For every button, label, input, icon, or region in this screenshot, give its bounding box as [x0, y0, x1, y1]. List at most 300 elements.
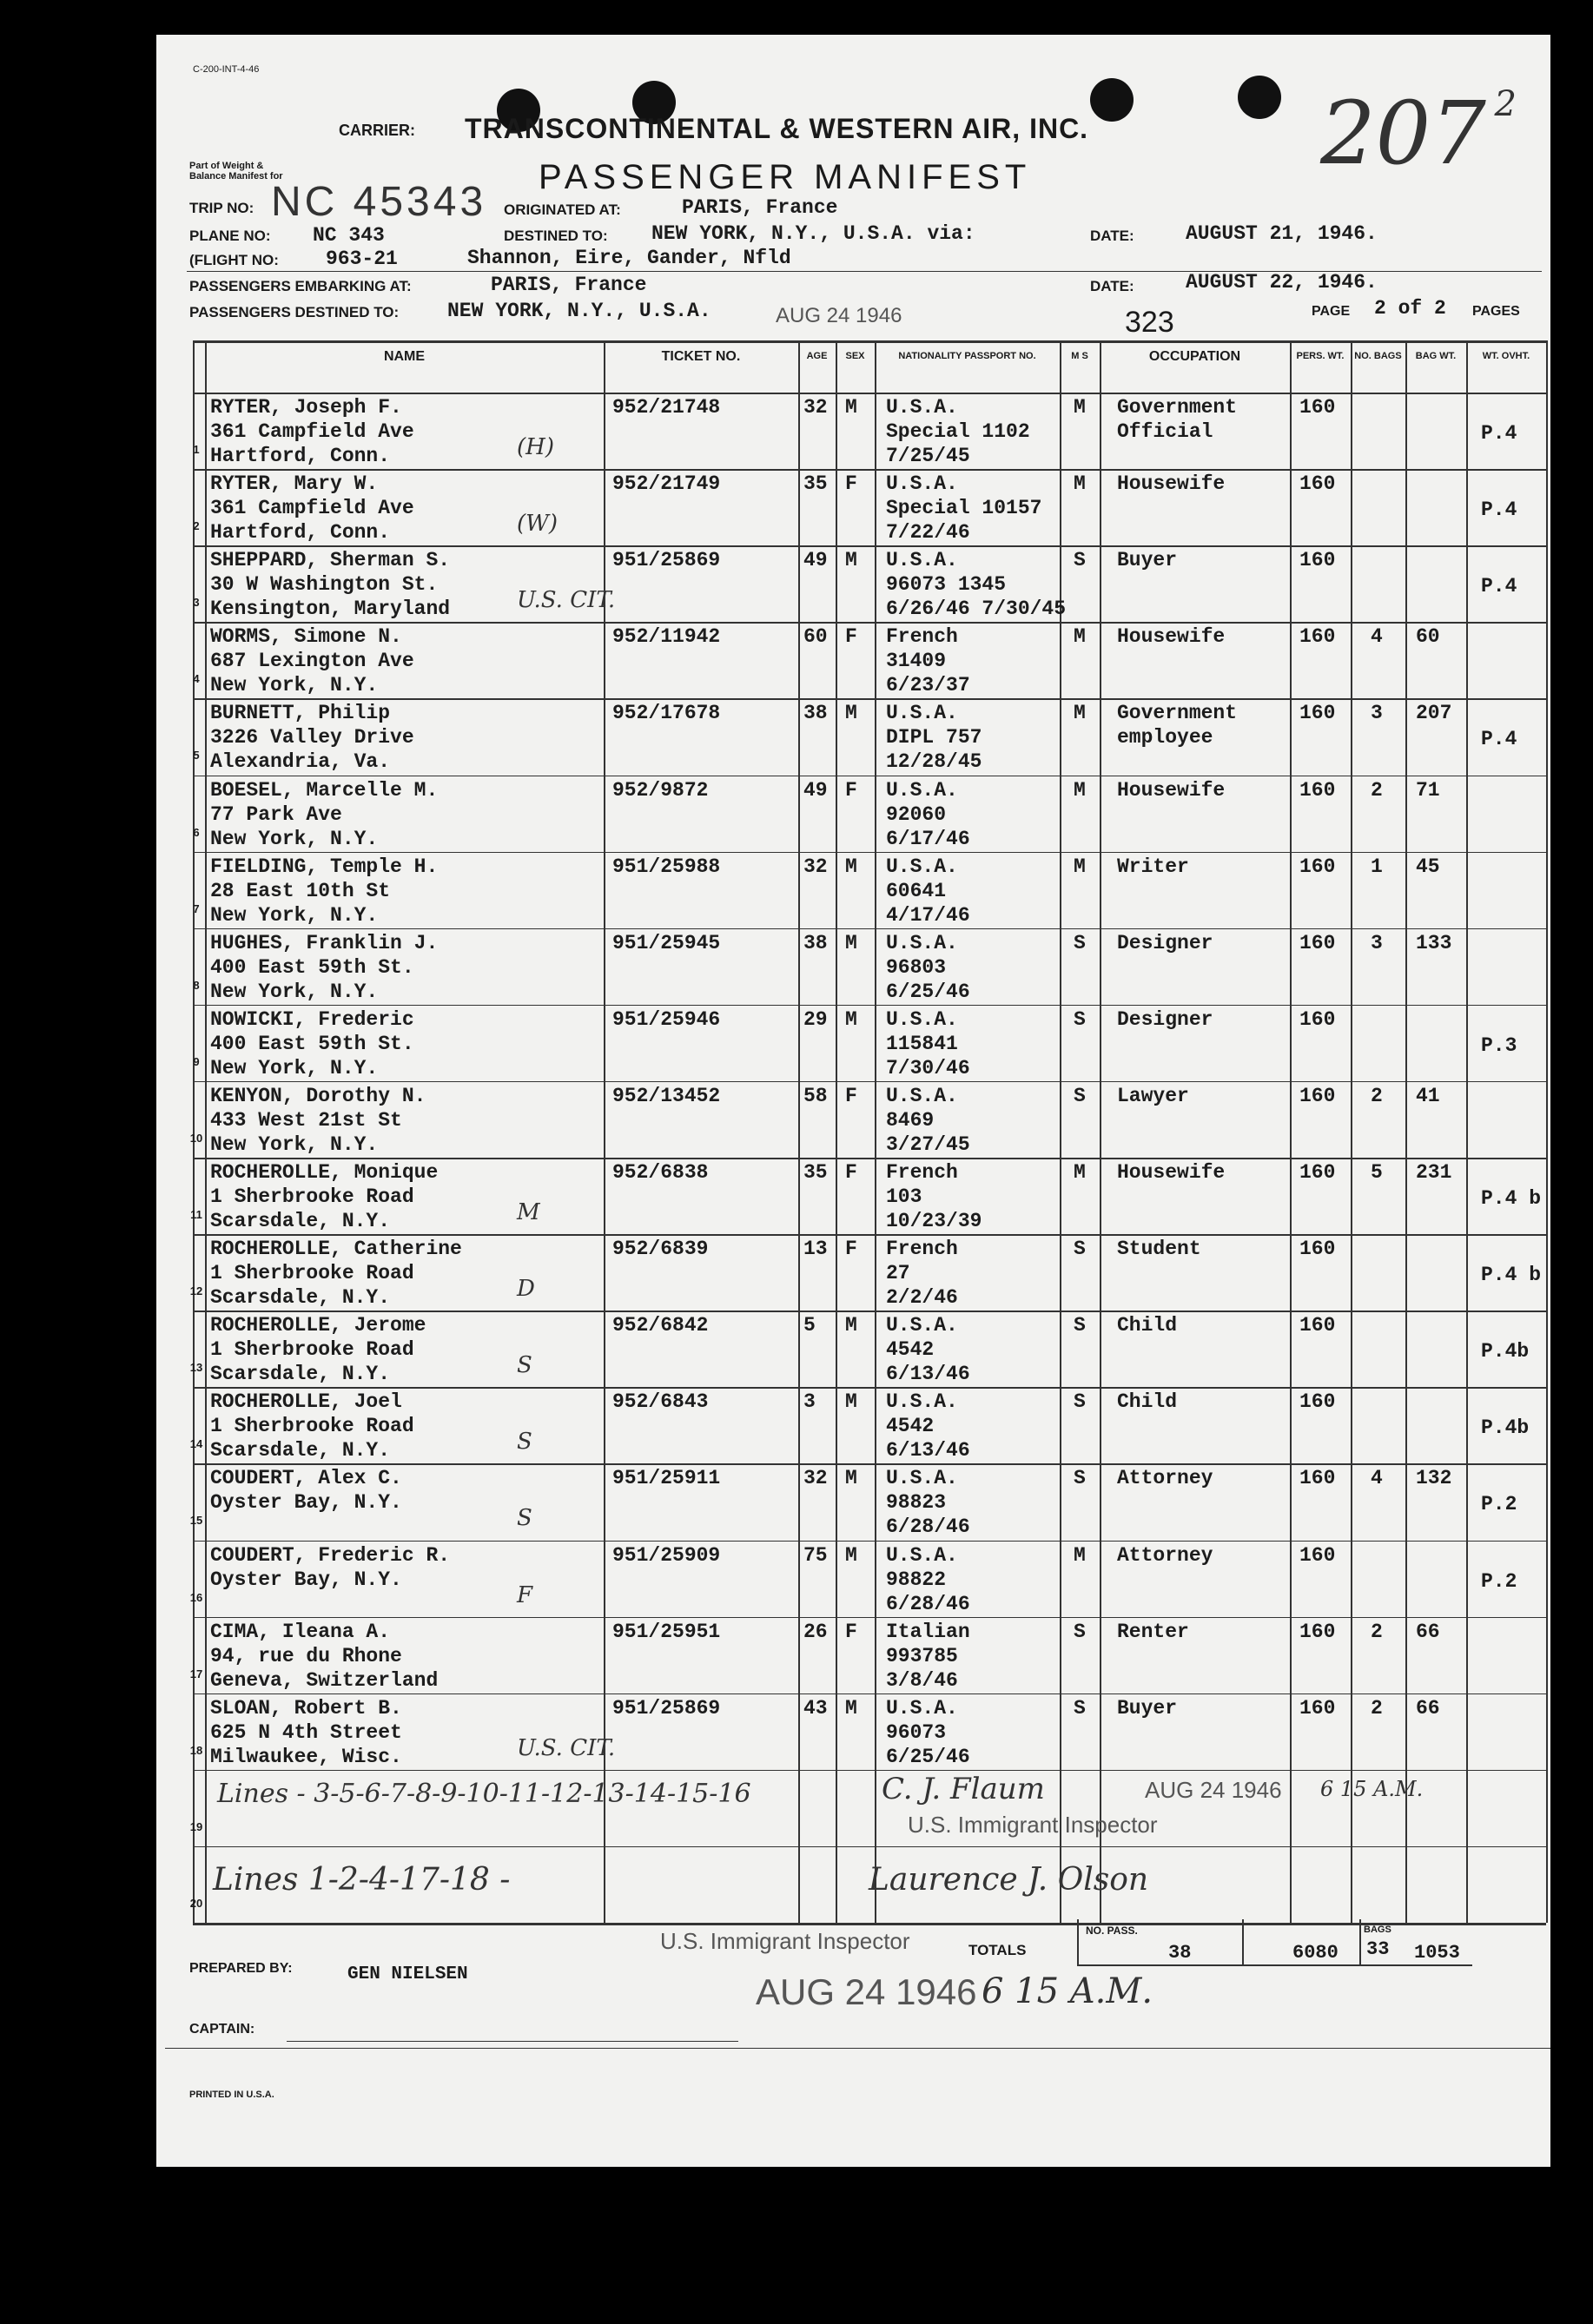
nationality-line: U.S.A.	[886, 1390, 958, 1414]
occupation-line: employee	[1117, 726, 1213, 749]
passenger-name-line: 94, rue du Rhone	[210, 1644, 402, 1667]
pers-weight: 160	[1299, 778, 1336, 802]
passenger-name-line: BURNETT, Philip	[210, 702, 391, 725]
pers-weight: 160	[1299, 1007, 1336, 1031]
age: 38	[803, 702, 828, 725]
nationality-line: 6/13/46	[886, 1363, 970, 1386]
no-pass-value: 38	[1168, 1942, 1192, 1964]
pers-weight: 160	[1299, 931, 1336, 954]
date-label: DATE:	[1090, 228, 1134, 244]
pers-weight: 160	[1299, 1161, 1336, 1184]
ticket-number: 951/25951	[612, 1620, 721, 1643]
table-row	[0, 1541, 1593, 1617]
ticket-number: 952/6838	[612, 1161, 709, 1184]
table-row	[0, 1234, 1593, 1311]
passenger-name-line: Hartford, Conn.	[210, 445, 391, 467]
page-of: 2 of 2	[1374, 297, 1446, 320]
hand-number-sup: 2	[1494, 84, 1517, 124]
no-bags: 4	[1371, 625, 1383, 649]
nationality-line: 12/28/45	[886, 750, 982, 774]
col-bag-wt: BAG WT.	[1415, 351, 1457, 361]
no-bags: 3	[1371, 702, 1383, 725]
row20-signature: Laurence J. Olson	[869, 1861, 1149, 1898]
table-top-rule	[193, 340, 1546, 343]
bag-weight: 66	[1416, 1696, 1440, 1720]
col-wt-ovht: WT. OVHT.	[1482, 351, 1530, 361]
age: 49	[803, 549, 828, 572]
col-nationality: NATIONALITY PASSPORT NO.	[898, 351, 1036, 361]
passenger-name-line: Alexandria, Va.	[210, 750, 391, 774]
occupation-line: Renter	[1117, 1620, 1189, 1643]
bag-weight: 66	[1416, 1620, 1440, 1643]
passenger-name-line: WORMS, Simone N.	[210, 625, 402, 649]
marital-status: S	[1074, 1314, 1086, 1337]
sex: M	[845, 1543, 857, 1567]
nationality-line: French	[886, 1238, 958, 1261]
nationality-line: Special 1102	[886, 420, 1030, 443]
prepared-label: PREPARED BY:	[189, 1961, 293, 1976]
handwritten-note: S	[517, 1505, 532, 1532]
marital-status: S	[1074, 1467, 1086, 1490]
nationality-line: 98823	[886, 1491, 947, 1515]
nationality-line: 27	[886, 1262, 910, 1285]
passenger-name-line: New York, N.Y.	[210, 903, 379, 927]
marital-status: S	[1074, 931, 1086, 954]
trip-label: TRIP NO:	[189, 200, 254, 216]
pers-weight: 160	[1299, 1467, 1336, 1490]
final-stamp: AUG 24 1946	[756, 1971, 977, 2012]
nationality-line: U.S.A.	[886, 855, 958, 878]
flight-label: (FLIGHT NO:	[189, 252, 279, 268]
sex: F	[845, 1161, 857, 1184]
passenger-name-line: FIELDING, Temple H.	[210, 855, 439, 878]
divider	[1077, 1964, 1472, 1966]
table-row	[0, 1158, 1593, 1234]
passenger-name-line: BOESEL, Marcelle M.	[210, 778, 439, 802]
pers-total: 6080	[1292, 1942, 1339, 1964]
ticket-number: 951/25945	[612, 931, 721, 954]
passenger-name-line: HUGHES, Franklin J.	[210, 931, 439, 954]
nationality-line: French	[886, 625, 958, 649]
nationality-line: U.S.A.	[886, 931, 958, 954]
handwritten-note: M	[517, 1199, 540, 1225]
no-bags: 2	[1371, 1620, 1383, 1643]
nationality-line: 4/17/46	[886, 903, 970, 927]
ticket-number: 952/6843	[612, 1390, 709, 1414]
captain-line	[287, 2041, 738, 2042]
nationality-line: 3/8/46	[886, 1668, 958, 1692]
row-number: 7	[193, 901, 200, 915]
nationality-line: 4542	[886, 1415, 935, 1438]
col-occupation: OCCUPATION	[1148, 349, 1241, 364]
marital-status: S	[1074, 1084, 1086, 1107]
sex: M	[845, 1696, 857, 1720]
age: 43	[803, 1696, 828, 1720]
passenger-name-line: Milwaukee, Wisc.	[210, 1745, 402, 1768]
col-ticket: TICKET NO.	[661, 349, 741, 364]
carrier-name: TRANSCONTINENTAL & WESTERN AIR, INC.	[465, 113, 1089, 144]
pers-weight: 160	[1299, 1314, 1336, 1337]
marital-status: S	[1074, 549, 1086, 572]
age: 3	[803, 1390, 816, 1414]
nationality-line: 6/26/46 7/30/45	[886, 598, 1067, 621]
bag-weight: 231	[1416, 1161, 1452, 1184]
handwritten-note: (W)	[517, 511, 559, 538]
ticket-number: 951/25909	[612, 1543, 721, 1567]
handwritten-note: S	[517, 1429, 532, 1456]
ticket-number: 952/9872	[612, 778, 709, 802]
pers-weight: 160	[1299, 396, 1336, 419]
ticket-number: 952/21748	[612, 396, 721, 419]
row19-stamp: AUG 24 1946	[1145, 1776, 1282, 1803]
row-number: 4	[193, 672, 200, 686]
occupation-line: Attorney	[1117, 1467, 1213, 1490]
hand-page-number	[1320, 83, 1517, 184]
table-row	[0, 1081, 1593, 1158]
age: 13	[803, 1238, 828, 1261]
occupation-line: Buyer	[1117, 549, 1178, 572]
marital-status: S	[1074, 1620, 1086, 1643]
row-number: 5	[193, 749, 200, 763]
passenger-name-line: ROCHEROLLE, Jerome	[210, 1314, 426, 1337]
sex: M	[845, 855, 857, 878]
bag-weight: 60	[1416, 625, 1440, 649]
pers-weight: 160	[1299, 625, 1336, 649]
nationality-line: U.S.A.	[886, 396, 958, 419]
plane-value: NC 343	[313, 224, 385, 247]
occupation-line: Government	[1117, 702, 1238, 725]
printed-note: PRINTED IN U.S.A.	[189, 2090, 274, 2100]
ticket-number: 952/21749	[612, 472, 721, 496]
divider	[1077, 1919, 1079, 1964]
page-label: PAGE	[1312, 304, 1351, 319]
pers-weight: 160	[1299, 1238, 1336, 1261]
nationality-line: 103	[886, 1185, 922, 1208]
marital-status: M	[1074, 472, 1086, 496]
table-row	[0, 622, 1593, 698]
passenger-name-line: 30 W Washington St.	[210, 573, 439, 597]
sex: M	[845, 931, 857, 954]
row19-time: 6 15 A.M.	[1320, 1776, 1424, 1801]
passenger-name-line: 361 Campfield Ave	[210, 497, 414, 520]
handwritten-note: U.S. CIT.	[517, 587, 616, 614]
weight-overhead: P.3	[1481, 1033, 1517, 1057]
divider	[1359, 1919, 1361, 1964]
sex: F	[845, 1084, 857, 1107]
ticket-number: 952/11942	[612, 625, 721, 649]
bag-weight: 207	[1416, 702, 1452, 725]
nationality-line: 96073	[886, 1720, 947, 1744]
age: 29	[803, 1007, 828, 1031]
pers-weight: 160	[1299, 702, 1336, 725]
age: 35	[803, 1161, 828, 1184]
table-row	[0, 1387, 1593, 1463]
occupation-line: Official	[1117, 420, 1213, 443]
row-number: 20	[189, 1896, 203, 1910]
destined-value: NEW YORK, N.Y., U.S.A. via:	[651, 222, 975, 245]
no-bags: 4	[1371, 1467, 1383, 1490]
weight-overhead: P.2	[1481, 1569, 1517, 1593]
passenger-name-line: ROCHEROLLE, Monique	[210, 1161, 439, 1184]
weight-overhead: P.4b	[1481, 1340, 1530, 1363]
occupation-line: Attorney	[1117, 1543, 1213, 1567]
hand-number: 207	[1320, 83, 1486, 184]
embark-label: PASSENGERS EMBARKING AT:	[189, 278, 412, 294]
ticket-number: 951/25988	[612, 855, 721, 878]
row-number: 13	[189, 1361, 203, 1375]
occupation-line: Government	[1117, 396, 1238, 419]
nationality-line: 6/17/46	[886, 827, 970, 850]
passenger-name-line: SHEPPARD, Sherman S.	[210, 549, 451, 572]
table-bottom-rule	[193, 1923, 1546, 1925]
part-note: Part of Weight & Balance Manifest for	[189, 161, 283, 182]
nationality-line: 993785	[886, 1644, 958, 1667]
passenger-name-line: 687 Lexington Ave	[210, 650, 414, 673]
weight-overhead: P.4	[1481, 498, 1517, 522]
col-age: AGE	[806, 351, 828, 361]
marital-status: M	[1074, 1543, 1086, 1567]
table-row	[0, 1693, 1593, 1770]
passenger-name-line: ROCHEROLLE, Joel	[210, 1390, 402, 1414]
dest-label: PASSENGERS DESTINED TO:	[189, 304, 400, 320]
nationality-line: U.S.A.	[886, 1467, 958, 1490]
bag-wt-total: 1053	[1414, 1942, 1460, 1964]
passenger-name-line: SLOAN, Robert B.	[210, 1696, 402, 1720]
sex: F	[845, 472, 857, 496]
nationality-line: 8469	[886, 1108, 935, 1132]
carrier-label: CARRIER:	[339, 122, 415, 139]
weight-overhead: P.4b	[1481, 1416, 1530, 1440]
passenger-name-line: CIMA, Ileana A.	[210, 1620, 391, 1643]
handwritten-note: S	[517, 1352, 532, 1379]
row-number: 18	[189, 1743, 203, 1757]
age: 32	[803, 1467, 828, 1490]
ticket-number: 952/6839	[612, 1238, 709, 1261]
dest-value: NEW YORK, N.Y., U.S.A.	[447, 300, 711, 322]
pers-weight: 160	[1299, 855, 1336, 878]
age: 26	[803, 1620, 828, 1643]
row-number: 2	[193, 519, 200, 533]
table-row	[0, 776, 1593, 852]
nationality-line: Special 10157	[886, 497, 1042, 520]
handwritten-note: U.S. CIT.	[517, 1734, 616, 1761]
passenger-name-line: Scarsdale, N.Y.	[210, 1286, 391, 1310]
nationality-line: 7/25/45	[886, 445, 970, 467]
bag-weight: 45	[1416, 855, 1440, 878]
pers-weight: 160	[1299, 1084, 1336, 1107]
row-number: 15	[189, 1514, 203, 1528]
flight-value: 963-21	[326, 248, 398, 270]
weight-overhead: P.2	[1481, 1493, 1517, 1516]
nationality-line: 4542	[886, 1338, 935, 1362]
age: 35	[803, 472, 828, 496]
captain-label: CAPTAIN:	[189, 2022, 255, 2037]
marital-status: S	[1074, 1238, 1086, 1261]
nationality-line: U.S.A.	[886, 778, 958, 802]
table-row	[0, 1311, 1593, 1387]
sex: M	[845, 1007, 857, 1031]
sex: M	[845, 1467, 857, 1490]
row-number: 12	[189, 1284, 203, 1298]
passenger-name-line: 1 Sherbrooke Road	[210, 1262, 414, 1285]
bag-weight: 41	[1416, 1084, 1440, 1107]
occupation-line: Housewife	[1117, 625, 1226, 649]
handwritten-note: (H)	[517, 434, 554, 460]
nationality-line: U.S.A.	[886, 549, 958, 572]
handwritten-note: F	[517, 1581, 533, 1608]
marital-status: M	[1074, 778, 1086, 802]
sex: F	[845, 1238, 857, 1261]
passenger-name-line: ROCHEROLLE, Catherine	[210, 1238, 462, 1261]
nationality-line: U.S.A.	[886, 1543, 958, 1567]
via-value: Shannon, Eire, Gander, Nfld	[467, 247, 791, 269]
ticket-number: 952/17678	[612, 702, 721, 725]
passenger-name-line: 1 Sherbrooke Road	[210, 1185, 414, 1208]
prepared-by: GEN NIELSEN	[347, 1964, 468, 1984]
ticket-number: 952/6842	[612, 1314, 709, 1337]
passenger-name-line: 361 Campfield Ave	[210, 420, 414, 443]
passenger-name-line: COUDERT, Frederic R.	[210, 1543, 451, 1567]
weight-overhead: P.4 b	[1481, 1187, 1542, 1210]
marital-status: M	[1074, 855, 1086, 878]
marital-status: M	[1074, 1161, 1086, 1184]
bag-weight: 132	[1416, 1467, 1452, 1490]
table-row	[0, 469, 1593, 545]
occupation-line: Housewife	[1117, 778, 1226, 802]
originated-label: ORIGINATED AT:	[504, 201, 621, 218]
passenger-name-line: 1 Sherbrooke Road	[210, 1338, 414, 1362]
col-ms: M S	[1071, 351, 1088, 361]
nationality-line: 6/13/46	[886, 1439, 970, 1462]
weight-overhead: P.4	[1481, 728, 1517, 751]
nationality-line: DIPL 757	[886, 726, 982, 749]
passenger-name-line: COUDERT, Alex C.	[210, 1467, 402, 1490]
table-row	[0, 1463, 1593, 1540]
marital-status: M	[1074, 396, 1086, 419]
occupation-line: Writer	[1117, 855, 1189, 878]
marital-status: S	[1074, 1007, 1086, 1031]
row-number: 19	[189, 1819, 203, 1833]
form-code: C-200-INT-4-46	[193, 64, 260, 75]
passenger-name-line: 400 East 59th St.	[210, 955, 414, 979]
row-number: 17	[189, 1667, 203, 1680]
passenger-name-line: Scarsdale, N.Y.	[210, 1363, 391, 1386]
row-number: 1	[193, 443, 200, 457]
sex: F	[845, 778, 857, 802]
table-row	[0, 1005, 1593, 1081]
originated-value: PARIS, France	[682, 196, 838, 219]
punch-hole	[1090, 78, 1134, 122]
table-row	[0, 852, 1593, 928]
nationality-line: U.S.A.	[886, 1007, 958, 1031]
age: 60	[803, 625, 828, 649]
passenger-name-line: Kensington, Maryland	[210, 598, 451, 621]
date-value: AUGUST 21, 1946.	[1186, 222, 1378, 245]
nationality-line: 7/30/46	[886, 1056, 970, 1079]
nationality-line: 3/27/45	[886, 1132, 970, 1156]
nationality-line: 98822	[886, 1568, 947, 1591]
pers-weight: 160	[1299, 1390, 1336, 1414]
row-number: 3	[193, 596, 200, 610]
embark-value: PARIS, France	[491, 274, 647, 296]
nationality-line: 7/22/46	[886, 521, 970, 545]
age: 49	[803, 778, 828, 802]
nationality-line: 92060	[886, 802, 947, 826]
nationality-line: French	[886, 1161, 958, 1184]
bag-weight: 71	[1416, 778, 1440, 802]
occupation-line: Child	[1117, 1390, 1178, 1414]
pers-weight: 160	[1299, 1620, 1336, 1643]
bags-label: BAGS	[1364, 1925, 1391, 1935]
received-stamp: AUG 24 1946	[776, 304, 902, 327]
row19-lines: Lines - 3-5-6-7-8-9-10-11-12-13-14-15-16	[217, 1778, 751, 1809]
final-time: 6 15 A.M.	[982, 1971, 1153, 2011]
passenger-name-line: New York, N.Y.	[210, 827, 379, 850]
age: 5	[803, 1314, 816, 1337]
ticket-number: 951/25946	[612, 1007, 721, 1031]
date2-value: AUGUST 22, 1946.	[1186, 271, 1378, 294]
sex: M	[845, 702, 857, 725]
passenger-name-line: 1 Sherbrooke Road	[210, 1415, 414, 1438]
marital-status: M	[1074, 625, 1086, 649]
totals-label: TOTALS	[968, 1942, 1027, 1958]
handwritten-note: D	[517, 1276, 535, 1303]
passenger-name-line: Scarsdale, N.Y.	[210, 1210, 391, 1232]
sex: M	[845, 549, 857, 572]
row20-inspector: U.S. Immigrant Inspector	[660, 1928, 910, 1954]
sex: M	[845, 1390, 857, 1414]
age: 38	[803, 931, 828, 954]
nationality-line: U.S.A.	[886, 702, 958, 725]
nationality-line: 6/25/46	[886, 980, 970, 1003]
passenger-name-line: New York, N.Y.	[210, 980, 379, 1003]
no-bags: 1	[1371, 855, 1383, 878]
nationality-line: 96803	[886, 955, 947, 979]
weight-overhead: P.4	[1481, 575, 1517, 598]
bags-total: 33	[1366, 1938, 1390, 1960]
document-title: PASSENGER MANIFEST	[539, 158, 1032, 196]
col-no-bags: NO. BAGS	[1354, 351, 1402, 361]
passenger-name-line: 3226 Valley Drive	[210, 726, 414, 749]
passenger-name-line: New York, N.Y.	[210, 1056, 379, 1079]
pers-weight: 160	[1299, 1543, 1336, 1567]
no-bags: 2	[1371, 1696, 1383, 1720]
nationality-line: U.S.A.	[886, 1084, 958, 1107]
sex: M	[845, 396, 857, 419]
row19-inspector: U.S. Immigrant Inspector	[908, 1811, 1158, 1838]
nationality-line: U.S.A.	[886, 1314, 958, 1337]
table-row	[0, 393, 1593, 469]
nationality-line: 10/23/39	[886, 1210, 982, 1232]
row-number: 8	[193, 978, 200, 992]
passenger-name-line: Scarsdale, N.Y.	[210, 1439, 391, 1462]
nationality-line: 31409	[886, 650, 947, 673]
table-row	[0, 1617, 1593, 1693]
passenger-name-line: 625 N 4th Street	[210, 1720, 402, 1744]
passenger-name-line: Oyster Bay, N.Y.	[210, 1568, 402, 1591]
no-bags: 2	[1371, 778, 1383, 802]
passenger-name-line: New York, N.Y.	[210, 674, 379, 697]
age: 32	[803, 855, 828, 878]
marital-status: S	[1074, 1696, 1086, 1720]
nationality-line: 6/28/46	[886, 1592, 970, 1615]
occupation-line: Lawyer	[1117, 1084, 1189, 1107]
row20-lines: Lines 1-2-4-17-18 -	[213, 1861, 511, 1898]
pers-weight: 160	[1299, 1696, 1336, 1720]
weight-overhead: P.4	[1481, 422, 1517, 445]
pages-label: PAGES	[1472, 304, 1520, 319]
no-bags: 5	[1371, 1161, 1383, 1184]
